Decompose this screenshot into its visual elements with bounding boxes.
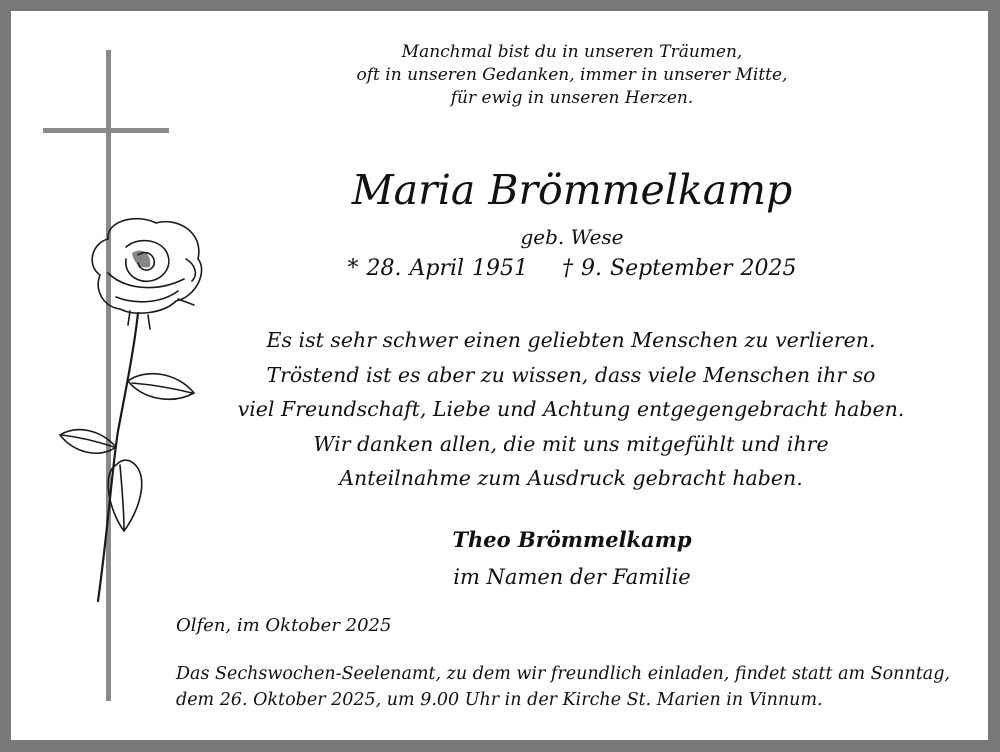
deceased-name: Maria Brömmelkamp — [351, 166, 793, 214]
thank-you-message — [181, 323, 961, 496]
message-line: Anteilnahme zum Ausdruck gebracht haben. — [339, 466, 803, 490]
poem-line: oft in unseren Gedanken, immer in unserer Mitte, — [356, 65, 788, 85]
cross-bar — [43, 128, 169, 133]
notice-line: dem 26. Oktober 2025, um 9.00 Uhr in der Kirche St. Marien in Vinnum. — [176, 690, 823, 710]
service-notice — [176, 661, 976, 713]
signatory-name: Theo Brömmelkamp — [452, 527, 692, 552]
message-line: Es ist sehr schwer einen geliebten Menschen zu verlieren. — [266, 328, 876, 352]
place-date: Olfen, im Oktober 2025 — [176, 615, 392, 636]
obituary-card — [11, 11, 988, 740]
death-date: † 9. September 2025 — [562, 256, 797, 281]
signatory-subtitle: im Namen der Familie — [453, 565, 691, 589]
message-line: Wir danken allen, die mit uns mitgefühlt und ihre — [313, 431, 829, 456]
birth-date: * 28. April 1951 — [347, 256, 529, 281]
maiden-name: geb. Wese — [520, 225, 624, 249]
poem-line: Manchmal bist du in unseren Träumen, — [401, 42, 743, 62]
message-line: Tröstend ist es aber zu wissen, dass viele Menschen ihr so — [266, 362, 876, 387]
poem-line: für ewig in unseren Herzen. — [450, 88, 694, 108]
message-line: viel Freundschaft, Liebe und Achtung entgegengebracht haben. — [237, 397, 905, 421]
life-dates — [232, 255, 912, 283]
poem — [232, 41, 912, 110]
notice-line: Das Sechswochen-Seelenamt, zu dem wir freundlich einladen, findet statt am Sonntag, — [176, 664, 950, 684]
